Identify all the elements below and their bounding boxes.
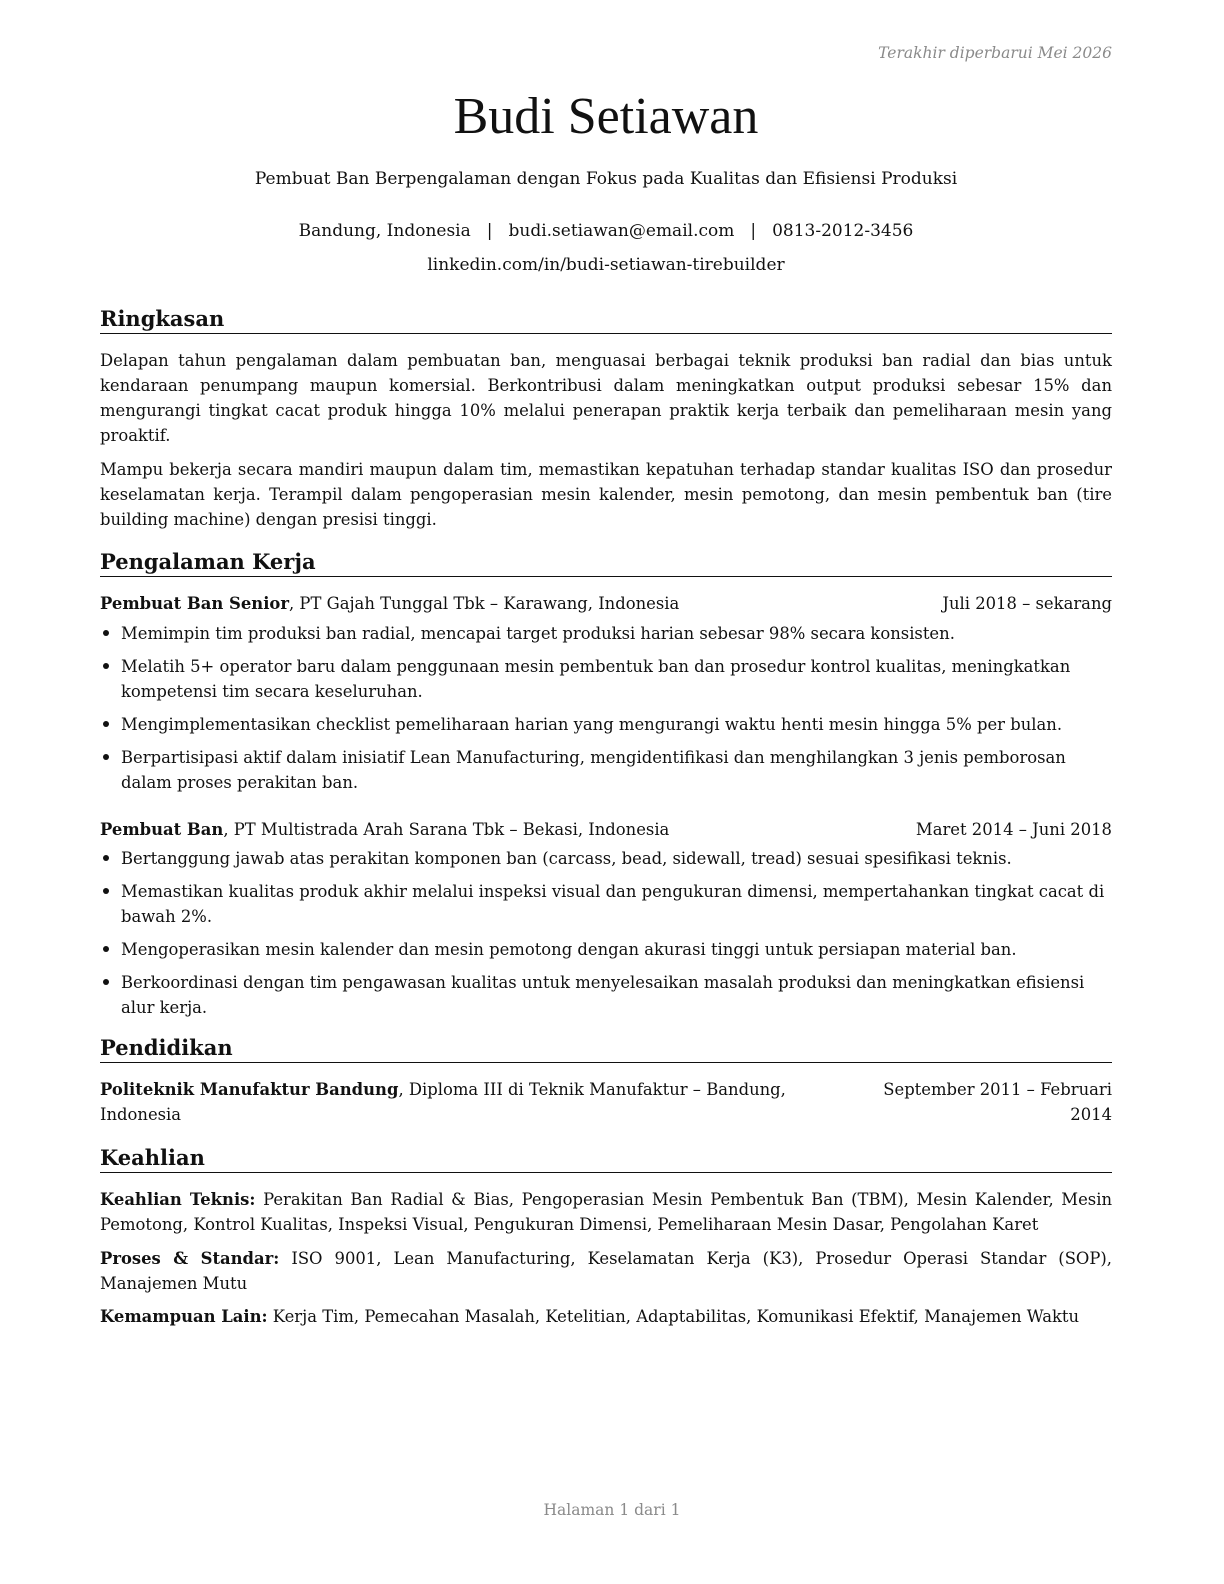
section-title-education: Pendidikan [100,1034,1112,1063]
contact-separator: | [750,221,757,241]
contact-separator: | [486,221,493,241]
job-header [100,591,1112,616]
list-item: Mengoperasikan mesin kalender dan mesin pemotong dengan akurasi tinggi untuk persiapan material ban. [100,937,1112,962]
skill-label: Keahlian Teknis: [100,1190,256,1209]
list-item: Mengimplementasikan checklist pemeliharaan harian yang mengurangi waktu henti mesin hingga 5% per bulan. [100,712,1112,737]
job-company: , PT Gajah Tunggal Tbk – Karawang, Indonesia [289,594,680,613]
contact-linkedin[interactable]: linkedin.com/in/budi-setiawan-tirebuilder [427,255,785,275]
job-dates: Juli 2018 – sekarang [942,594,1112,613]
education-dates: September 2011 – Februari 2014 [883,1080,1112,1124]
skill-text: Kerja Tim, Pemecahan Masalah, Ketelitian, Adaptabilitas, Komunikasi Efektif, Manajemen Waktu [267,1307,1080,1326]
skill-group [100,1187,1112,1237]
skill-label: Kemampuan Lain: [100,1307,268,1326]
section-title-summary: Ringkasan [100,305,1112,334]
list-item: Memimpin tim produksi ban radial, mencapai target produksi harian sebesar 98% secara konsisten. [100,621,1112,646]
skill-text: Perakitan Ban Radial & Bias, Pengoperasian Mesin Pembentuk Ban (TBM), Mesin Kalender, Mesin Pemotong, Kontrol Kualitas, Inspeksi Visual, Pengukuran Dimensi, Pemeliharaan Mesin Dasar, Pengolahan Karet [100,1190,1112,1234]
list-item: Melatih 5+ operator baru dalam penggunaan mesin pembentuk ban dan prosedur kontrol kualitas, meningkatkan kompetensi tim secara keseluruhan. [100,654,1112,704]
job-title: Pembuat Ban Senior [100,594,290,613]
list-item: Berpartisipasi aktif dalam inisiatif Lean Manufacturing, mengidentifikasi dan menghilangkan 3 jenis pemborosan dalam proses perakitan ban. [100,745,1112,795]
education-school: Politeknik Manufaktur Bandung [100,1080,399,1099]
job-title: Pembuat Ban [100,820,224,839]
section-title-experience: Pengalaman Kerja [100,548,1112,577]
contact-email[interactable]: budi.setiawan@email.com [508,221,735,241]
job-bullets [100,846,1112,1028]
candidate-name: Budi Setiawan [453,88,759,145]
skill-text: ISO 9001, Lean Manufacturing, Keselamatan Kerja (K3), Prosedur Operasi Standar (SOP), Manajemen Mutu [100,1249,1112,1293]
skill-group [100,1304,1112,1329]
contact-phone: 0813-2012-3456 [772,221,914,241]
job-dates: Maret 2014 – Juni 2018 [915,820,1112,839]
professional-tagline: Pembuat Ban Berpengalaman dengan Fokus pada Kualitas dan Efisiensi Produksi [254,169,958,189]
summary-paragraph-2: Mampu bekerja secara mandiri maupun dalam tim, memastikan kepatuhan terhadap standar kualitas ISO dan prosedur keselamatan kerja. Terampil dalam pengoperasian mesin kalender, mesin pemotong, dan mesin pembentuk ban (tire building machine) dengan presisi tinggi. [100,460,1112,529]
job-bullets [100,621,1112,803]
contact-line [100,219,1112,243]
job-company: , PT Multistrada Arah Sarana Tbk – Bekasi, Indonesia [223,820,670,839]
section-title-skills: Keahlian [100,1144,1112,1173]
list-item: Berkoordinasi dengan tim pengawasan kualitas untuk menyelesaikan masalah produksi dan meningkatkan efisiensi alur kerja. [100,970,1112,1020]
contact-location: Bandung, Indonesia [298,221,471,241]
page-number-footer: Halaman 1 dari 1 [543,1501,681,1519]
skill-label: Proses & Standar: [100,1249,280,1268]
summary-paragraph-1: Delapan tahun pengalaman dalam pembuatan ban, menguasai berbagai teknik produksi ban radial dan bias untuk kendaraan penumpang maupun komersial. Berkontribusi dalam meningkatkan output produksi sebesar 15% dan mengurangi tingkat cacat produk hingga 10% melalui penerapan praktik kerja terbaik dan pemeliharaan mesin yang proaktif. [100,351,1112,445]
list-item: Bertanggung jawab atas perakitan komponen ban (carcass, bead, sidewall, tread) sesuai spesifikasi teknis. [100,846,1112,871]
last-updated-note: Terakhir diperbarui Mei 2026 [878,44,1112,62]
job-header [100,817,1112,842]
skill-group [100,1246,1112,1296]
education-entry [100,1077,1112,1127]
list-item: Memastikan kualitas produk akhir melalui inspeksi visual dan pengukuran dimensi, mempertahankan tingkat cacat di bawah 2%. [100,879,1112,929]
education-detail: , Diploma III di Teknik Manufaktur – Bandung, Indonesia [100,1080,786,1124]
